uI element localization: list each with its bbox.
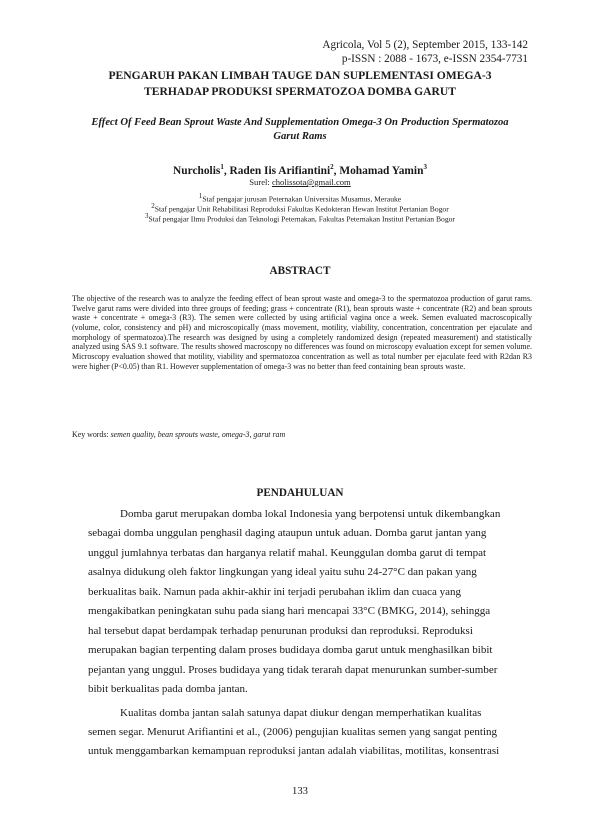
body-line: bibit berkualitas pada domba jantan. [88, 683, 248, 696]
paper-title [72, 68, 528, 100]
journal-issn: p-ISSN : 2088 - 1673, e-ISSN 2354-7731 [341, 53, 528, 65]
section-body [88, 505, 530, 762]
email-label: Surel: [249, 177, 272, 187]
author-separator: , [333, 164, 340, 177]
abstract-text: The objective of the research was to analyze the feeding effect of bean sprout waste and omega-3 to the spermatozoa production of garut rams. Twelve garut rams were divided into three groups of feeding; grass + concentrate (R1), bean sprouts waste + concentrate (R2) and bean sprouts waste + concentrate + omega-3 (R3). The semen were collected by using artificial vagina once a week. Semen evaluated macroscopically (volume, color, consistency and pH) and microscopically (mass movement, motility, viability, concentration, concentration per ejaculate and morphology of spermatozoa).The research was designed by using a completely randomized design (repeated measurement) and statistically analyzed using SAS 9.1 software. The results showed macroscopy no differences was found on microscopy evaluation except for semen volume. Microscopy evaluation showed that motility, viability and spermatozoa concentration as well as total number per ejaculate feed with R2dan R3 were higher (P<0.05) than R1. However supplementation of omega-3 was no better than feed containing bean sprouts waste. [72, 294, 532, 371]
body-line: hal tersebut dapat berdampak terhadap penurunan produksi dan reproduksi. Reproduksi [88, 624, 473, 637]
paper-title-english-line-1: Effect Of Feed Bean Sprout Waste And Supplementation Omega-3 On Production Spermatozoa [91, 117, 509, 128]
journal-header [322, 38, 528, 66]
author-affiliation-mark: 1 [220, 163, 224, 171]
body-line: unggul jumlahnya terbatas dan harganya relatif mahal. Keunggulan domba garut di tempat [88, 546, 487, 559]
paper-title-line-1: PENGARUH PAKAN LIMBAH TAUGE DAN SUPLEMENTASI OMEGA-3 [108, 69, 492, 82]
paper-title-line-2: TERHADAP PRODUKSI SPERMATOZOA DOMBA GARUT [144, 85, 456, 98]
affiliation-mark: 3 [145, 212, 149, 220]
affiliation-mark: 2 [151, 202, 155, 210]
body-line: sebagai domba unggulan penghasil daging ataupun untuk aduan. Domba garut jantan yang [88, 527, 487, 540]
affiliation-text: Staf pengajar Unit Rehabilitasi Reproduksi Fakultas Kedokteran Hewan Institut Pertanian Bogor [154, 204, 449, 214]
affiliation-text: Staf pengajar Ilmu Produksi dan Teknologi Peternakan, Fakultas Peternakan Institut Pertanian Bogor [148, 214, 455, 224]
body-line: untuk menggambarkan kemampuan reproduksi jantan adalah viabilitas, motilitas, konsentrasi [88, 745, 500, 758]
author-name: Mohamad Yamin [339, 164, 424, 177]
author-affiliation-mark: 3 [423, 163, 427, 171]
affiliation-text: Staf pengajar jurusan Peternakan Universitas Musamus, Merauke [202, 194, 402, 204]
keywords [72, 430, 532, 440]
affiliation-line [72, 212, 528, 224]
author-name: Nurcholis [173, 164, 221, 177]
section-heading: PENDAHULUAN [256, 487, 344, 499]
body-line: mengakibatkan peningkatan suhu pada siang hari mencapai 33°C (BMKG, 2014), sehingga [88, 605, 491, 618]
body-line: asalnya didukung oleh faktor lingkungan yang ideal yaitu suhu 24-27°C dan pakan yang [88, 566, 477, 579]
keywords-label: Key words: [72, 430, 111, 439]
page-number: 133 [292, 786, 308, 797]
body-line: berkualitas baik. Namun pada akhir-akhir ini terjadi perubahan iklim dan cuaca yang [88, 585, 462, 598]
email-address[interactable]: cholissota@gmail.com [271, 177, 351, 187]
body-line: semen segar. Menurut Arifiantini et al., (2006) pengujian kualitas semen yang sangat penting [88, 725, 498, 738]
abstract-heading: ABSTRACT [269, 265, 331, 277]
affiliation-mark: 1 [198, 192, 203, 200]
corresponding-email [72, 177, 528, 188]
author-affiliation-mark: 2 [330, 163, 334, 171]
body-line: pejantan yang unggul. Proses budidaya yang tidak terarah dapat menurunkan sumber-sumber [88, 663, 498, 676]
author-name: Raden Iis Arifiantini [229, 164, 331, 177]
author-list [72, 160, 528, 178]
journal-citation: Agricola, Vol 5 (2), September 2015, 133-142 [322, 39, 528, 51]
author-separator: , [223, 164, 230, 177]
paper-title-english-line-2: Garut Rams [273, 131, 327, 142]
body-line: Kualitas domba jantan salah satunya dapat diukur dengan memperhatikan kualitas [120, 706, 482, 719]
body-line: Domba garut merupakan domba lokal Indonesia yang berpotensi untuk dikembangkan [120, 508, 501, 520]
keywords-text: semen quality, bean sprouts waste, omega-3, garut ram [110, 430, 286, 439]
paper-title-english [72, 116, 528, 144]
body-line: merupakan bagian terpenting dalam proses budidaya domba garut untuk menghasilkan bibit [88, 644, 493, 657]
